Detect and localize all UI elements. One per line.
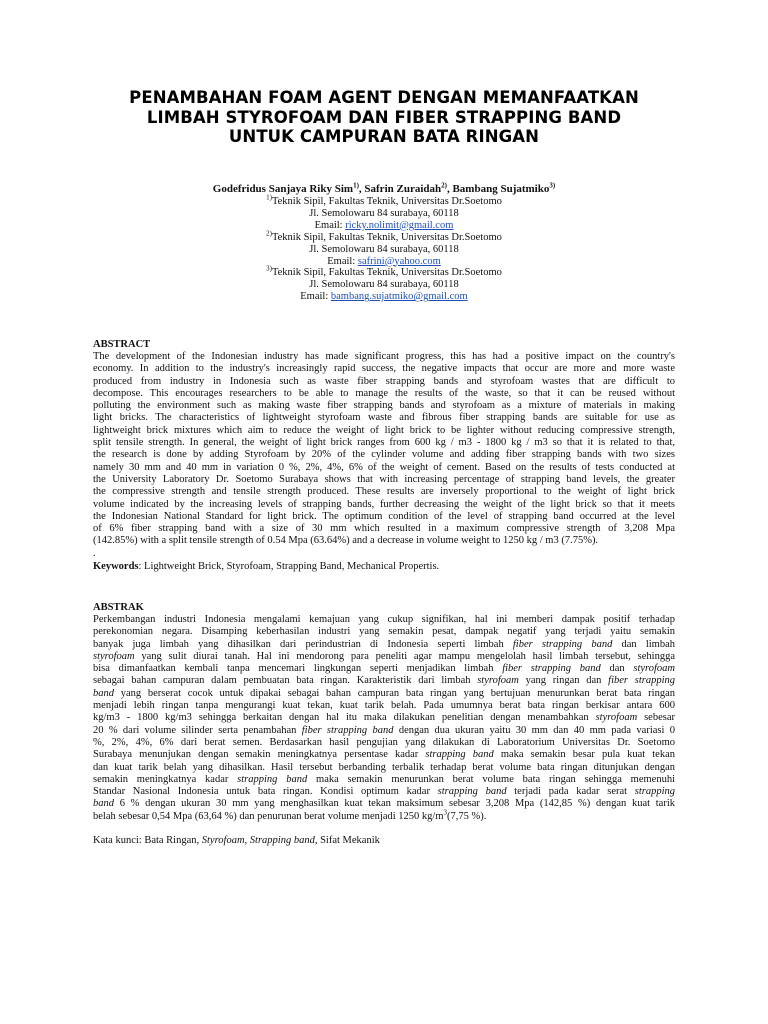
abstrak-line [93, 808, 675, 823]
abstrak-text: maka semakin menurunkan berat volume bata ringan sehingga memenuhi [307, 773, 676, 785]
email-link-3[interactable]: bambang.sujatmiko@gmail.com [330, 291, 468, 303]
abstrak-italic-term: strapping [634, 786, 675, 798]
affiliations [60, 193, 708, 303]
abstract-line: split tensile strength. In general, the weight of light brick ranges from 600 kg / m3 - 1800 kg / m3 so that it is related to that, [93, 437, 675, 449]
affiliation-dept-text: Teknik Sipil, Fakultas Teknik, Universitas Dr.Soetomo [271, 231, 502, 243]
email-label: Email: [314, 219, 346, 231]
abstrak-text: 6 % dengan ukuran 30 mm yang menghasilkan kuat tekan maksimum sebesar 3,208 Mpa (142,85 %) dengan kuat tarik [114, 798, 675, 810]
abstrak-text: dengan dua ukuran yaitu 30 mm dan 40 mm pada variasi 0 [393, 724, 675, 736]
abstrak-text: Perkembangan industri Indonesia mengalami kemajuan yang cukup signifikan, hal ini memberi dampak positif terhadap [93, 614, 675, 625]
affiliation-3-email [60, 291, 708, 303]
affiliation-1-dept [60, 193, 708, 208]
abstrak-italic-term: strapping band [425, 749, 494, 761]
abstrak-section [93, 602, 675, 847]
abstrak-italic-term: fiber strapping band [301, 724, 394, 736]
affiliation-2-dept [60, 229, 708, 244]
abstrak-text: terjadi pada kadar serat [506, 786, 635, 798]
abstrak-line [93, 675, 675, 687]
affiliation-3-dept [60, 264, 708, 279]
abstrak-text: banyak juga limbah yang dihasilkan dari perindustrian di Indonesia seperti limbah [93, 638, 513, 650]
abstrak-line [93, 762, 675, 774]
kata-kunci-line [93, 835, 675, 847]
abstrak-text: dan kuat tarik belah yang dihasilkan. Hasil tersebut berbanding terbalik terhadap berat volume bata ringan ditunjukan dengan [93, 761, 675, 773]
author-3-sup: 3) [549, 181, 556, 190]
abstrak-line [93, 749, 675, 761]
abstract-line: economy. In addition to the industry's increasingly rapid success, the negative impacts that occur are more and more waste [93, 363, 675, 375]
abstrak-italic-term: fiber strapping band [512, 638, 613, 650]
kata-kunci-term: Strapping band [249, 835, 315, 847]
affiliation-2-address: Jl. Semolowaru 84 surabaya, 60118 [309, 243, 459, 255]
abstrak-heading: ABSTRAK [93, 602, 144, 613]
abstract-line: lightweight brick mixtures which aim to reduce the weight of light brick to be lighter without reducing compressive strength, [93, 424, 675, 436]
author-separator: , [446, 183, 453, 195]
abstract-dot: . [93, 547, 96, 559]
abstrak-line [93, 663, 675, 675]
kata-kunci-rest: , Sifat Mekanik [314, 835, 380, 847]
abstract-line: (142.85%) with a split tensile strength of 0.54 Mpa (63.64%) and a decrease in volume weight to 1250 kg / m3 (7.75%). [93, 535, 599, 547]
abstrak-line [93, 737, 675, 749]
abstract-line: the University Laboratory Dr. Soetomo Surabaya shows that with increasing percentage of strapping band levels, the greater [93, 473, 675, 485]
abstrak-line [93, 614, 675, 626]
affiliation-dept-text: Teknik Sipil, Fakultas Teknik, Universitas Dr.Soetomo [271, 196, 502, 207]
abstrak-text: sebesar [637, 712, 675, 724]
abstrak-text: sebagai bahan campuran dalam pembuatan bata ringan. Karakteristik dari limbah [93, 675, 478, 687]
author-separator: , [358, 183, 365, 195]
email-link-2[interactable]: safrini@yahoo.com [357, 255, 441, 267]
abstract-body [93, 351, 675, 548]
abstrak-text: menjadi lebih ringan tanpa mengurangi kuat tekan, kuat tarik belah. Pada umumnya berat bata ringan berkisar antara 600 [93, 700, 675, 712]
abstract-line: namely 30 mm and 40 mm in variation 0 %, 2%, 4%, 6% of the weight of cement. Based on the results of tests conducted at [93, 461, 675, 473]
author-1: Godefridus Sanjaya Riky Sim [212, 183, 354, 195]
abstrak-line [93, 774, 675, 786]
abstract-line: polluting the environment such as making waste fiber strapping bands and styrofoam as a mixture of materials in making [93, 400, 675, 412]
abstrak-italic-term: fiber strapping [608, 675, 675, 687]
abstract-heading: ABSTRACT [93, 339, 151, 350]
email-label: Email: [300, 291, 331, 303]
abstrak-italic-term: band [93, 798, 114, 810]
kata-kunci-label: Kata kunci: Bata Ringan, [93, 835, 202, 847]
abstrak-line [93, 688, 675, 700]
author-list [60, 183, 708, 196]
abstrak-line [93, 725, 675, 737]
title-line-2: LIMBAH STYROFOAM DAN FIBER STRAPPING BAND [146, 107, 622, 127]
abstrak-superscript: 3 [443, 808, 447, 817]
abstract-line: light bricks. The characteristics of lightweight styrofoam waste and fibrous fiber strapping bands are suitable for use as [93, 412, 675, 424]
abstrak-italic-term: styrofoam [477, 675, 519, 687]
abstract-line: decompose. This encourages researchers to be able to manage the results of the waste, so that it can be reused without [93, 387, 675, 399]
abstract-line: the Indonesian National Standard for light brick. The optimum condition of the level of strapping band occurred at the level [93, 510, 675, 522]
abstract-line: The development of the Indonesian industry has made significant progress, this has had a positive impact on the country's [93, 351, 675, 362]
abstract-line: of 6% fiber strapping band with a size of 30 mm which resulted in a maximum compressive strength of 3,208 Mpa [93, 523, 675, 535]
keywords-text: : Lightweight Brick, Styrofoam, Strapping Band, Mechanical Propertis. [138, 560, 440, 572]
abstrak-text: dan [600, 663, 634, 675]
paper-title [60, 88, 708, 147]
abstrak-text: dan limbah [612, 638, 675, 650]
abstrak-text: Standar Nasional Indonesia untuk bata ringan. Kondisi optimum kadar [93, 786, 438, 798]
affiliation-sup: 2) [266, 229, 272, 238]
kata-kunci-sep: , [244, 835, 250, 847]
abstrak-line [93, 798, 675, 810]
abstrak-italic-term: fiber strapping band [502, 663, 601, 675]
affiliation-sup: 3) [266, 264, 272, 273]
abstrak-italic-term: strapping band [237, 773, 308, 785]
abstrak-text: maka semakin besar pula kuat tekan [493, 749, 675, 761]
abstract-line: the compressive strength and tensile strength produced. These results are inversely proportional to the weight of light brick [93, 486, 675, 498]
title-line-1: PENAMBAHAN FOAM AGENT DENGAN MEMANFAATKAN [129, 88, 639, 107]
kata-kunci-term: Styrofoam [201, 835, 245, 847]
affiliation-1-email [60, 220, 708, 232]
abstract-line: the research is done by adding Styrofoam by 20% of the cylinder volume and adding fiber strapping bands with two sizes [93, 449, 675, 461]
abstrak-text: Surabaya menunjukan dengan semakin meningkatnya persentase kadar [93, 749, 426, 761]
abstrak-text: %, 2%, 4%, 6% dari berat semen. Berdasarkan hasil pengujian yang dilakukan di Laboratorium Universitas Dr. Soetomo [93, 736, 675, 748]
title-line-3: UNTUK CAMPURAN BATA RINGAN [228, 127, 540, 146]
keywords-line [93, 561, 675, 573]
abstrak-text: semakin meningkatnya kadar [93, 773, 238, 785]
affiliation-sup: 1) [266, 193, 272, 202]
affiliation-3-address: Jl. Semolowaru 84 surabaya, 60118 [309, 279, 459, 291]
abstrak-body [93, 614, 675, 823]
abstract-section [93, 339, 675, 573]
affiliation-1-address: Jl. Semolowaru 84 surabaya, 60118 [309, 207, 459, 219]
abstrak-text: (7,75 %). [447, 810, 487, 822]
abstrak-line [93, 786, 675, 798]
abstrak-italic-term: strapping band [437, 786, 507, 798]
keywords-label: Keywords [93, 560, 139, 572]
abstrak-line [93, 651, 675, 663]
abstrak-text: bisa dimanfaatkan kembali tanpa mencemari lingkungan seperti menjadikan limbah [93, 663, 503, 675]
abstrak-text: yang sulit diurai tanah. Hal ini mendorong para peneliti agar mampu mengelolah hasil limbah tersebut, sehingga [134, 650, 675, 662]
author-1-sup: 1) [353, 181, 359, 190]
author-3: Bambang Sujatmiko [452, 183, 550, 195]
abstrak-text: yang berserat cocok untuk dipakai sebagai bahan campuran bata ringan yang bertujuan menurunkan berat bata ringan [114, 687, 675, 699]
abstrak-italic-term: band [93, 687, 114, 699]
affiliation-2-email [60, 256, 708, 268]
abstrak-text: perekonomian negara. Disamping keberhasilan industri yang semakin pesat, dampak negatif yang terjadi yaitu semakin [93, 626, 675, 638]
abstrak-text: 20 % dari volume silinder serta penambahan [93, 724, 302, 736]
abstrak-text: yang ringan dan [518, 675, 609, 687]
abstrak-line [93, 639, 675, 651]
abstrak-line [93, 700, 675, 712]
author-2: Safrin Zuraidah [364, 183, 442, 195]
email-label: Email: [327, 255, 358, 267]
affiliation-dept-text: Teknik Sipil, Fakultas Teknik, Universitas Dr.Soetomo [271, 267, 502, 279]
abstrak-line [93, 626, 675, 638]
abstrak-line [93, 712, 675, 724]
abstrak-italic-term: styrofoam [633, 663, 675, 675]
abstrak-text: belah sebesar 0,54 Mpa (63,64 %) dan penurunan berat volume menjadi 1250 kg/m [93, 810, 444, 822]
author-2-sup: 2) [441, 181, 447, 190]
abstract-line: produced from industry in Indonesia such as waste fiber strapping bands and styrofoam wastes that are difficult to [93, 375, 675, 387]
abstrak-italic-term: styrofoam [595, 712, 638, 724]
abstrak-text: kg/m3 - 1800 kg/m3 sehingga berkaitan dengan hal itu maka dilakukan penelitian dengan menambahkan [93, 712, 596, 724]
abstract-line: volume indicated by the increasing levels of strapping bands, further decreasing the weight of the light brick so that it meets [93, 498, 675, 510]
abstrak-italic-term: styrofoam [93, 650, 135, 662]
email-link-1[interactable]: ricky.nolimit@gmail.com [345, 219, 454, 231]
